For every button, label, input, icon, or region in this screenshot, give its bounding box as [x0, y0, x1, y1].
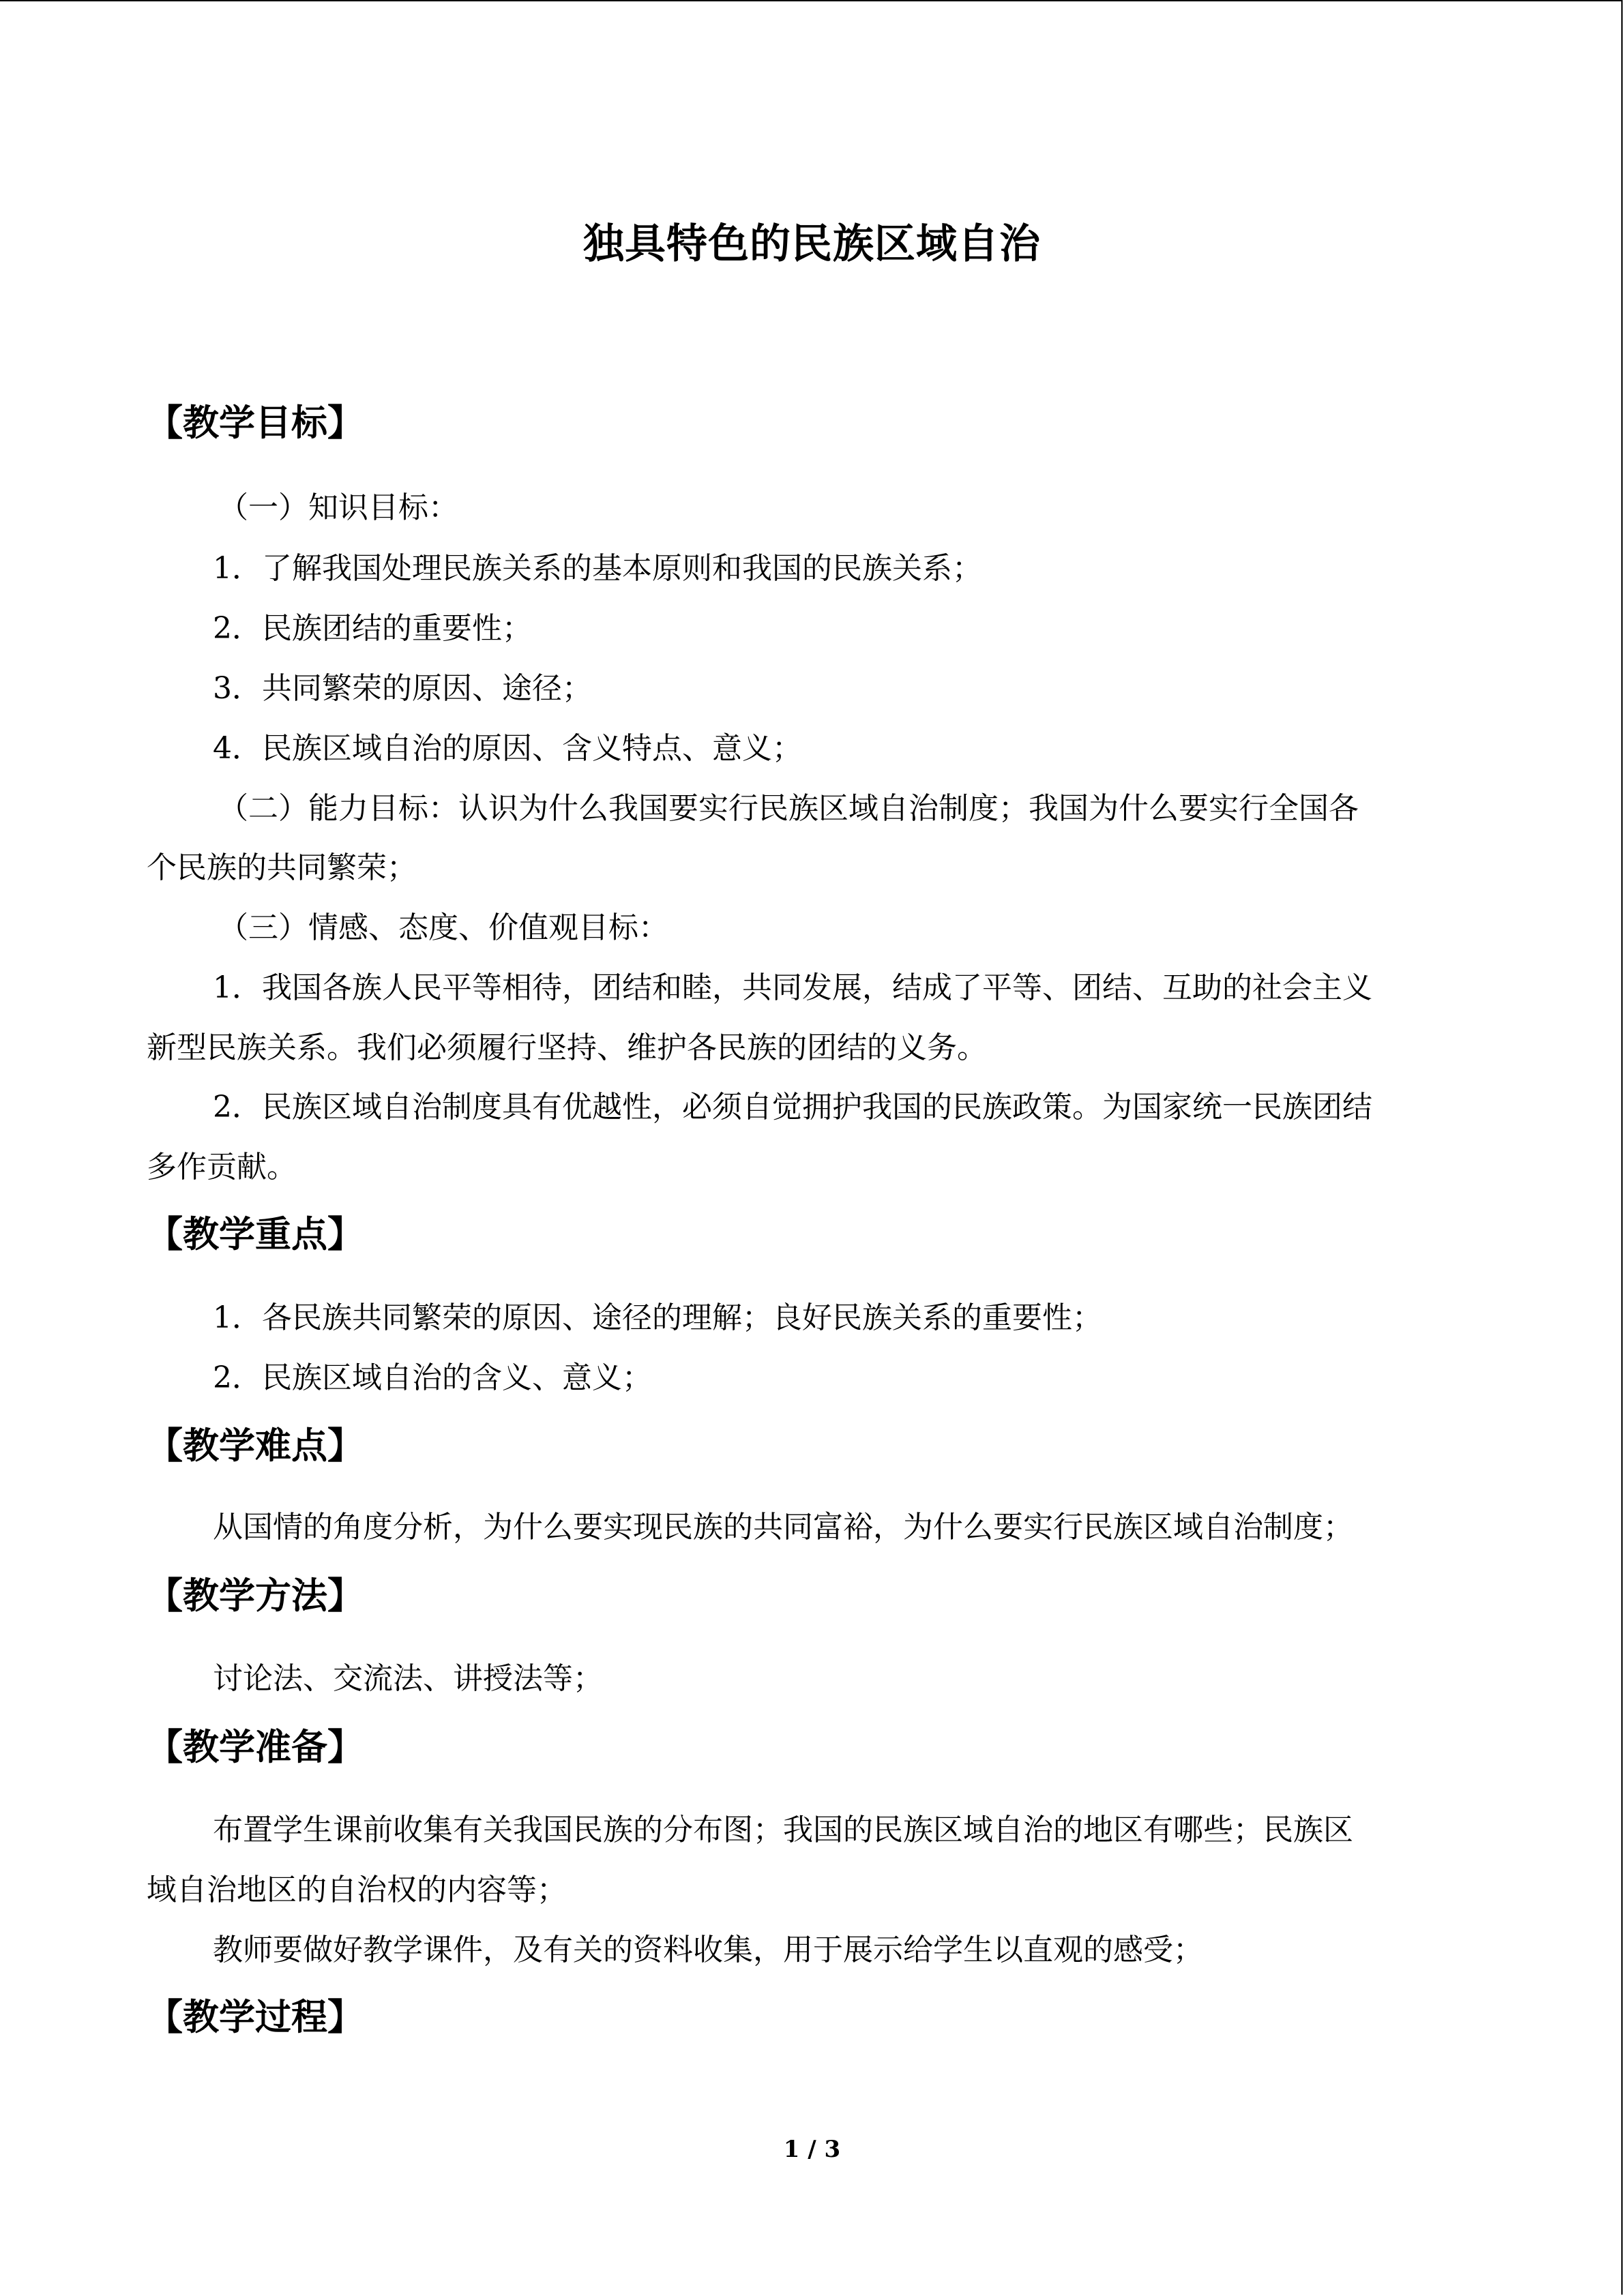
page-number: 1 / 3 — [783, 2136, 841, 2163]
heading-key-points: 【教学重点】 — [147, 1213, 364, 1255]
methods-text: 讨论法、交流法、讲授法等； — [213, 1661, 603, 1696]
heading-process: 【教学过程】 — [147, 1996, 364, 2038]
emotion-item-2-line-2: 多作贡献。 — [147, 1150, 297, 1184]
heading-preparation: 【教学准备】 — [147, 1726, 364, 1768]
preparation-line-2: 域自治地区的自治权的内容等； — [147, 1873, 567, 1907]
knowledge-item-2: 2．民族团结的重要性； — [213, 611, 532, 646]
preparation-line-3: 教师要做好教学课件，及有关的资料收集，用于展示给学生以直观的感受； — [213, 1933, 1203, 1967]
knowledge-item-1: 1．了解我国处理民族关系的基本原则和我国的民族关系； — [213, 551, 982, 586]
emotion-label: （三）情感、态度、价值观目标： — [218, 910, 668, 945]
emotion-item-1-line-2: 新型民族关系。我们必须履行坚持、维护各民族的团结的义务。 — [147, 1030, 987, 1065]
heading-objectives: 【教学目标】 — [147, 402, 364, 444]
key-point-1: 1．各民族共同繁荣的原因、途径的理解；良好民族关系的重要性； — [213, 1300, 1102, 1335]
ability-line-1: （二）能力目标：认识为什么我国要实行民族区域自治制度；我国为什么要实行全国各 — [218, 791, 1359, 826]
emotion-item-1-line-1: 1．我国各族人民平等相待，团结和睦，共同发展，结成了平等、团结、互助的社会主义 — [213, 970, 1372, 1005]
knowledge-label: （一）知识目标： — [218, 490, 458, 525]
knowledge-item-3: 3．共同繁荣的原因、途径； — [213, 671, 592, 706]
ability-line-2: 个民族的共同繁荣； — [147, 850, 417, 885]
page-title: 独具特色的民族区域自治 — [583, 220, 1041, 268]
difficulty-text: 从国情的角度分析，为什么要实现民族的共同富裕，为什么要实行民族区域自治制度； — [213, 1510, 1353, 1545]
preparation-line-1: 布置学生课前收集有关我国民族的分布图；我国的民族区域自治的地区有哪些；民族区 — [213, 1813, 1353, 1847]
heading-methods: 【教学方法】 — [147, 1575, 364, 1617]
knowledge-item-4: 4．民族区域自治的原因、含义特点、意义； — [213, 731, 802, 766]
emotion-item-2-line-1: 2．民族区域自治制度具有优越性，必须自觉拥护我国的民族政策。为国家统一民族团结 — [213, 1090, 1372, 1124]
key-point-2: 2．民族区域自治的含义、意义； — [213, 1360, 652, 1395]
heading-difficulties: 【教学难点】 — [147, 1425, 364, 1467]
